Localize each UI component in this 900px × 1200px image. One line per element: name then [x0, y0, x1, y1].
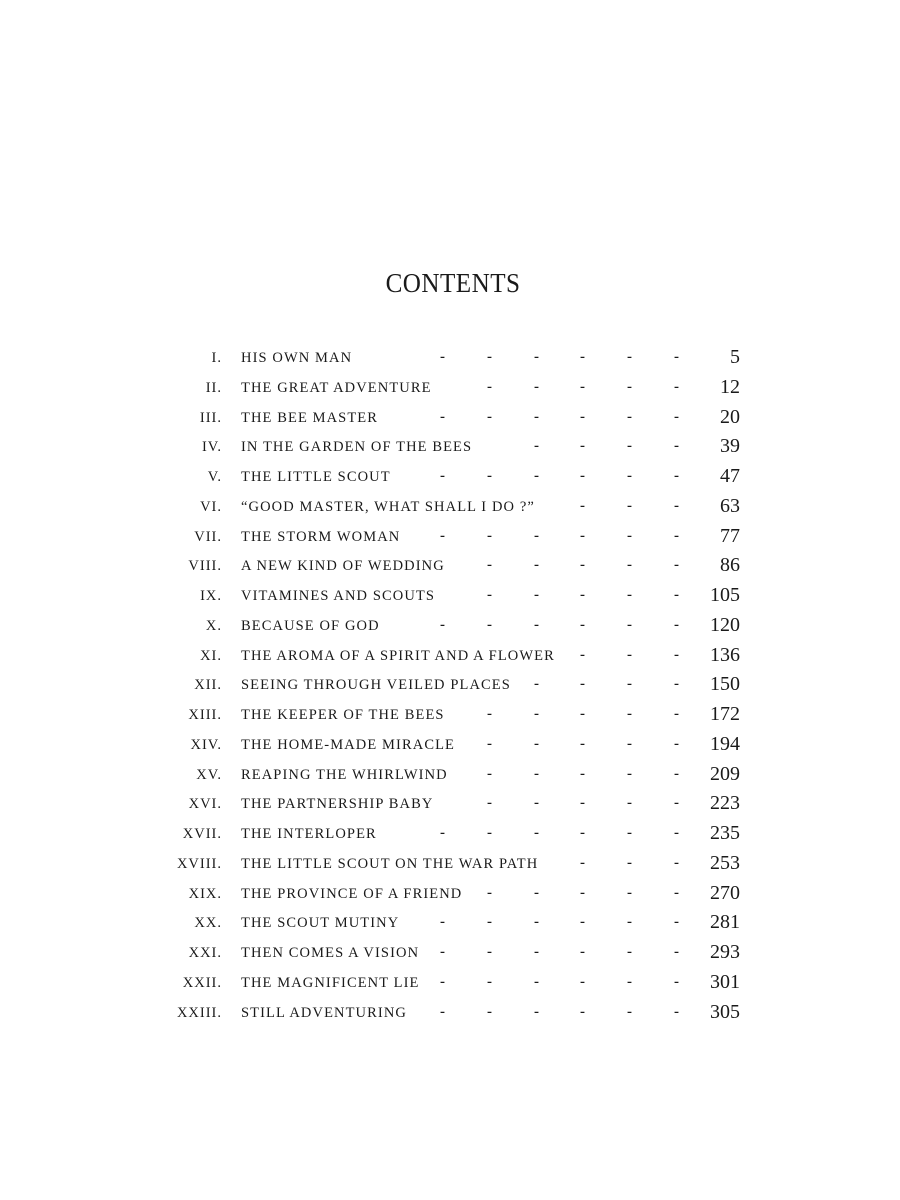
chapter-number: XVI.	[188, 796, 222, 813]
leader-dash: -	[627, 944, 632, 960]
leader-dash: -	[627, 884, 632, 901]
leader-dash: -	[627, 378, 632, 395]
leader-dash: -	[580, 825, 585, 841]
leader-dash: -	[627, 587, 632, 603]
chapter-title: THE PARTNERSHIP BABY	[241, 796, 434, 813]
leader-dash: -	[627, 706, 632, 722]
leader-dash: -	[487, 884, 492, 901]
leader-dash: -	[534, 676, 539, 693]
chapter-number: XII.	[194, 677, 222, 694]
leader-dash: -	[580, 914, 585, 931]
leader-dash: -	[580, 884, 585, 901]
chapter-title: THE AROMA OF A SPIRIT AND A FLOWER	[241, 647, 555, 664]
chapter-title: BECAUSE OF GOD	[241, 617, 380, 634]
chapter-row	[0, 790, 900, 820]
leader-dash: -	[580, 944, 585, 960]
leader-dash: -	[487, 795, 492, 812]
leader-dash: -	[627, 795, 632, 812]
leader-dash: -	[580, 646, 585, 663]
leader-dash: -	[627, 497, 632, 514]
leader-dash: -	[534, 349, 539, 365]
leader-dash: -	[487, 527, 492, 544]
leader-dash: -	[487, 1003, 492, 1020]
chapter-number: XIX.	[188, 885, 222, 902]
chapter-title: THE MAGNIFICENT LIE	[241, 974, 420, 991]
chapter-row	[0, 880, 900, 910]
leader-dash: -	[674, 676, 679, 693]
chapter-title: THE LITTLE SCOUT	[241, 469, 391, 485]
page-title: CONTENTS	[385, 268, 521, 298]
leader-dash: -	[580, 973, 585, 990]
chapter-row	[0, 850, 900, 880]
leader-dash: -	[534, 527, 539, 544]
leader-dash: -	[580, 527, 585, 544]
chapter-number: I.	[211, 350, 222, 366]
leader-dash: -	[627, 854, 632, 871]
leader-dash: -	[674, 854, 679, 871]
leader-dash: -	[440, 944, 445, 960]
chapter-title: A NEW KIND OF WEDDING	[241, 558, 445, 575]
chapter-number: IV.	[201, 439, 222, 456]
chapter-title: THE HOME-MADE MIRACLE	[241, 736, 455, 753]
chapter-row	[0, 493, 900, 523]
chapter-row	[0, 404, 900, 434]
chapter-row	[0, 523, 900, 553]
leader-dash: -	[534, 973, 539, 990]
leader-dash: -	[534, 825, 539, 841]
chapter-title: THE KEEPER OF THE BEES	[241, 707, 445, 723]
chapter-row	[0, 671, 900, 701]
leader-dash: -	[487, 973, 492, 990]
chapter-number: XIV.	[190, 736, 222, 753]
leader-dash: -	[487, 706, 492, 722]
chapter-title: THE PROVINCE OF A FRIEND	[241, 885, 463, 902]
leader-dash: -	[580, 735, 585, 752]
chapter-row	[0, 820, 900, 850]
leader-dash: -	[487, 616, 492, 633]
chapter-title: REAPING THE WHIRLWIND	[241, 766, 448, 783]
leader-dash: -	[534, 616, 539, 633]
chapter-row	[0, 582, 900, 612]
leader-dash: -	[534, 884, 539, 901]
chapter-row	[0, 969, 900, 999]
chapter-title: “GOOD MASTER, WHAT SHALL I DO ?”	[241, 498, 535, 515]
leader-dash: -	[580, 557, 585, 574]
chapter-row	[0, 999, 900, 1029]
chapter-title: THE LITTLE SCOUT ON THE WAR PATH	[241, 855, 539, 872]
chapter-page-number: 301	[710, 970, 740, 993]
leader-dash: -	[674, 587, 679, 603]
leader-dash: -	[627, 973, 632, 990]
leader-dash: -	[580, 349, 585, 365]
leader-dash: -	[627, 914, 632, 931]
chapter-row	[0, 552, 900, 582]
leader-dash: -	[580, 468, 585, 484]
leader-dash: -	[487, 765, 492, 782]
leader-dash: -	[627, 438, 632, 455]
leader-dash: -	[534, 706, 539, 722]
leader-dash: -	[627, 765, 632, 782]
leader-dash: -	[674, 944, 679, 960]
chapter-title: THE INTERLOPER	[241, 826, 377, 842]
leader-dash: -	[487, 914, 492, 931]
leader-dash: -	[440, 914, 445, 931]
chapter-title: HIS OWN MAN	[241, 350, 353, 366]
leader-dash: -	[674, 735, 679, 752]
leader-dash: -	[440, 825, 445, 841]
leader-dash: -	[580, 676, 585, 693]
leader-dash: -	[627, 825, 632, 841]
chapter-page-number: 47	[720, 465, 740, 487]
leader-dash: -	[534, 944, 539, 960]
leader-dash: -	[487, 468, 492, 484]
chapter-page-number: 281	[710, 911, 740, 934]
leader-dash: -	[487, 587, 492, 603]
leader-dash: -	[440, 616, 445, 633]
leader-dash: -	[534, 587, 539, 603]
leader-dash: -	[487, 735, 492, 752]
chapter-number: IX.	[200, 588, 222, 604]
chapter-page-number: 194	[710, 732, 740, 755]
chapter-number: XXII.	[182, 974, 222, 991]
leader-dash: -	[674, 646, 679, 663]
chapter-row	[0, 463, 900, 493]
chapter-page-number: 20	[720, 405, 740, 428]
chapter-row	[0, 761, 900, 791]
chapter-number: XVIII.	[176, 855, 222, 872]
leader-dash: -	[534, 765, 539, 782]
leader-dash: -	[580, 795, 585, 812]
leader-dash: -	[627, 527, 632, 544]
chapter-row	[0, 374, 900, 404]
leader-dash: -	[627, 1003, 632, 1020]
leader-dash: -	[627, 646, 632, 663]
chapter-row	[0, 909, 900, 939]
leader-dash: -	[534, 735, 539, 752]
chapter-row	[0, 433, 900, 463]
leader-dash: -	[674, 378, 679, 395]
chapter-number: VII.	[194, 528, 222, 545]
chapter-page-number: 12	[720, 375, 740, 398]
leader-dash: -	[580, 706, 585, 722]
leader-dash: -	[580, 854, 585, 871]
leader-dash: -	[440, 468, 445, 484]
chapter-page-number: 120	[710, 613, 740, 636]
chapter-page-number: 223	[710, 792, 740, 815]
chapter-number: II.	[205, 379, 222, 396]
chapter-page-number: 209	[710, 762, 740, 785]
chapter-number: III.	[199, 409, 222, 426]
chapter-title: THE SCOUT MUTINY	[241, 915, 400, 932]
chapter-number: VIII.	[188, 558, 222, 575]
leader-dash: -	[487, 408, 492, 425]
chapter-title: IN THE GARDEN OF THE BEES	[241, 439, 473, 456]
chapter-page-number: 172	[710, 703, 740, 725]
leader-dash: -	[534, 378, 539, 395]
chapter-page-number: 150	[710, 673, 740, 696]
leader-dash: -	[674, 616, 679, 633]
leader-dash: -	[674, 408, 679, 425]
leader-dash: -	[440, 527, 445, 544]
chapter-number: XVII.	[182, 826, 222, 842]
leader-dash: -	[674, 795, 679, 812]
leader-dash: -	[487, 944, 492, 960]
leader-dash: -	[627, 557, 632, 574]
chapter-number: XXI.	[188, 945, 222, 961]
leader-dash: -	[580, 1003, 585, 1020]
chapter-title: SEEING THROUGH VEILED PLACES	[241, 677, 511, 694]
chapter-page-number: 305	[710, 1000, 740, 1023]
chapter-number: VI.	[200, 498, 222, 515]
chapter-number: XIII.	[188, 707, 222, 723]
leader-dash: -	[534, 408, 539, 425]
leader-dash: -	[580, 497, 585, 514]
chapter-number: XI.	[200, 647, 222, 664]
leader-dash: -	[534, 1003, 539, 1020]
chapter-title: VITAMINES AND SCOUTS	[241, 588, 436, 604]
chapter-page-number: 253	[710, 851, 740, 874]
chapter-page-number: 105	[710, 584, 740, 606]
chapter-number: XV.	[196, 766, 222, 783]
leader-dash: -	[674, 1003, 679, 1020]
chapter-page-number: 86	[720, 554, 740, 577]
chapter-page-number: 270	[710, 881, 740, 904]
leader-dash: -	[580, 438, 585, 455]
chapter-page-number: 39	[720, 435, 740, 458]
leader-dash: -	[440, 1003, 445, 1020]
leader-dash: -	[487, 825, 492, 841]
leader-dash: -	[534, 795, 539, 812]
leader-dash: -	[580, 616, 585, 633]
leader-dash: -	[580, 378, 585, 395]
leader-dash: -	[580, 587, 585, 603]
leader-dash: -	[580, 765, 585, 782]
leader-dash: -	[674, 557, 679, 574]
leader-dash: -	[440, 349, 445, 365]
leader-dash: -	[627, 349, 632, 365]
leader-dash: -	[674, 527, 679, 544]
chapter-page-number: 5	[730, 346, 740, 368]
chapter-row	[0, 939, 900, 969]
chapter-row	[0, 612, 900, 642]
leader-dash: -	[627, 408, 632, 425]
chapter-title: THE STORM WOMAN	[241, 528, 401, 545]
leader-dash: -	[534, 557, 539, 574]
chapter-page-number: 63	[720, 494, 740, 517]
leader-dash: -	[674, 438, 679, 455]
leader-dash: -	[534, 914, 539, 931]
leader-dash: -	[534, 468, 539, 484]
leader-dash: -	[674, 765, 679, 782]
leader-dash: -	[674, 349, 679, 365]
leader-dash: -	[627, 676, 632, 693]
chapter-title: THEN COMES A VISION	[241, 945, 420, 961]
chapter-title: STILL ADVENTURING	[241, 1004, 407, 1021]
leader-dash: -	[627, 735, 632, 752]
chapter-page-number: 77	[720, 524, 740, 547]
leader-dash: -	[674, 468, 679, 484]
leader-dash: -	[674, 825, 679, 841]
chapter-number: X.	[205, 617, 222, 634]
leader-dash: -	[440, 408, 445, 425]
leader-dash: -	[674, 973, 679, 990]
leader-dash: -	[627, 616, 632, 633]
chapter-page-number: 136	[710, 643, 740, 666]
leader-dash: -	[627, 468, 632, 484]
chapter-number: XXIII.	[176, 1004, 222, 1021]
chapter-row	[0, 701, 900, 731]
leader-dash: -	[674, 884, 679, 901]
chapter-title: THE BEE MASTER	[241, 409, 379, 426]
leader-dash: -	[674, 497, 679, 514]
chapter-number: V.	[207, 469, 222, 485]
leader-dash: -	[674, 914, 679, 931]
chapter-row	[0, 344, 900, 374]
leader-dash: -	[487, 378, 492, 395]
chapter-page-number: 293	[710, 941, 740, 963]
chapter-row	[0, 731, 900, 761]
leader-dash: -	[440, 973, 445, 990]
chapter-number: XX.	[194, 915, 222, 932]
leader-dash: -	[487, 557, 492, 574]
leader-dash: -	[487, 349, 492, 365]
chapter-row	[0, 642, 900, 672]
chapter-page-number: 235	[710, 822, 740, 844]
chapter-title: THE GREAT ADVENTURE	[241, 379, 432, 396]
leader-dash: -	[534, 438, 539, 455]
leader-dash: -	[674, 706, 679, 722]
leader-dash: -	[580, 408, 585, 425]
